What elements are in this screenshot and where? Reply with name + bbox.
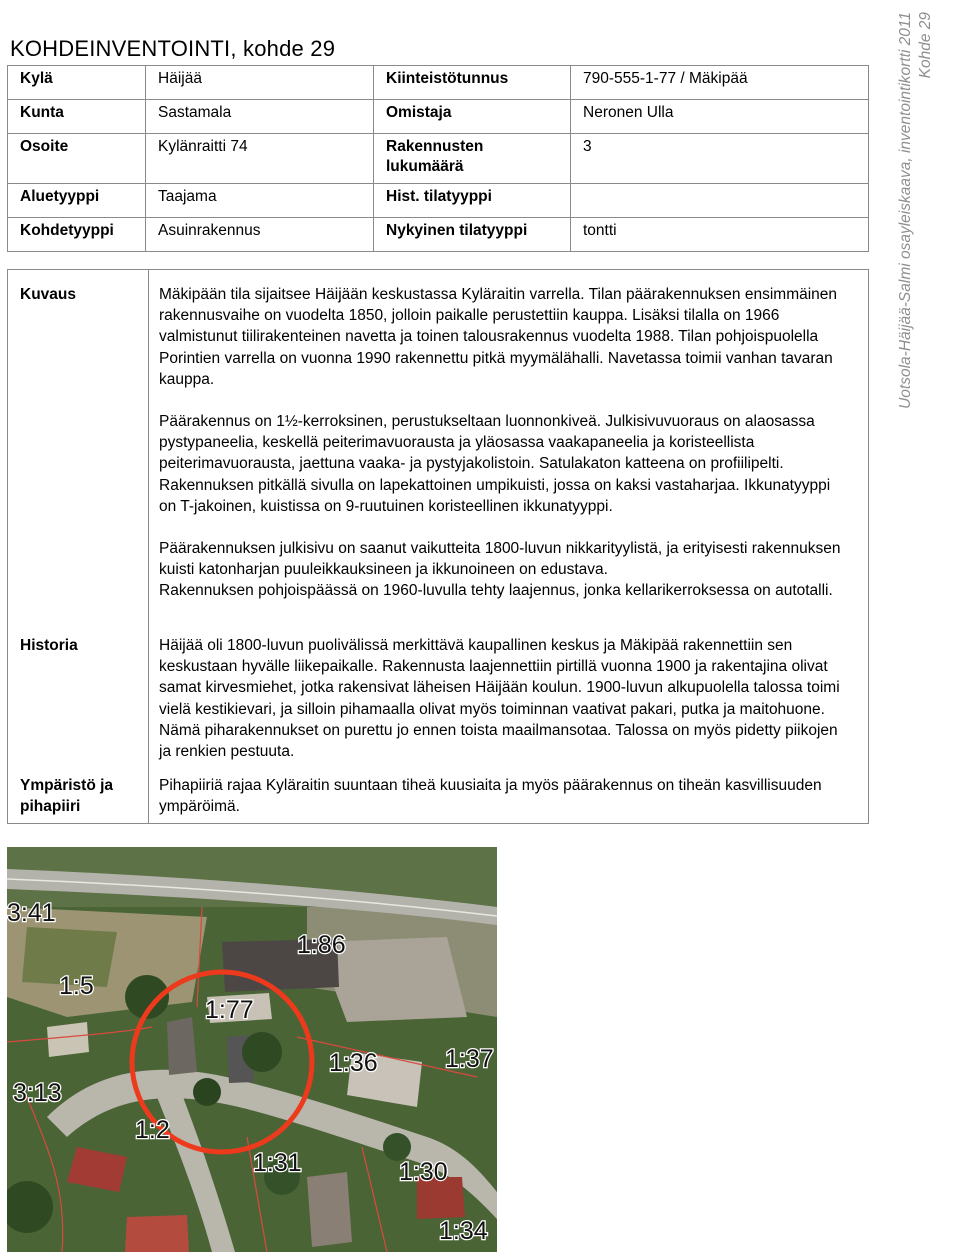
historia-text: Häijää oli 1800-luvun puolivälissä merkittävä kaupallinen keskus ja Mäkipää rakennettiin sen keskustaan hyvälle liikepaikalle. Rakennusta laajennettiin pirtillä vuonna 1900 ja rakentajina olivat samat kirvesmiehet, jotka rakensivat läheisen Häijään koulun. 1900-luvun alkupuolella talossa toimi vielä kestikievari, ja silloin pihamaalla olivat myös toiminnan vaativat pakari, putka ja maitohuone. Nämä piharakennukset on purettu jo ennen toista maailmansotaa. Talossa on myös pidetty piikojen ja renkien pestuuta. — [159, 637, 840, 761]
side-caption — [896, 12, 946, 552]
field-label-hist-tilatyyppi: Hist. tilatyyppi — [374, 184, 571, 218]
description-block — [7, 269, 869, 824]
field-value-kohdetyyppi: Asuinrakennus — [146, 218, 374, 252]
kuvaus-paragraph-4: Rakennuksen pohjoispäässä on 1960-luvulla tehty laajennus, jonka kellarikerroksessa on autotalli. — [159, 582, 833, 599]
field-label-omistaja: Omistaja — [374, 100, 571, 134]
kuvaus-label: Kuvaus — [20, 286, 76, 303]
side-caption-line-2: Kohde 29 — [917, 12, 934, 79]
ymparisto-text: Pihapiiriä rajaa Kyläraitin suuntaan tiheä kuusiaita ja myös päärakennus on tiheän kasvillisuuden ympäröimä. — [159, 777, 822, 816]
field-label-kunta: Kunta — [8, 100, 146, 134]
field-value-osoite: Kylänraitti 74 — [146, 134, 374, 184]
table-row — [8, 184, 869, 218]
aerial-map-image — [7, 847, 497, 1252]
kuvaus-paragraph-1: Mäkipään tila sijaitsee Häijään keskustassa Kyläraitin varrella. Tilan päärakennuksen ensimmäinen rakennusvaihe on vuodelta 1850, jolloin paikalle perustettiin kauppa. Lisäksi tilalla on 1966 valmistunut tiilirakenteinen navetta ja toinen talousrakennus vuodelta 1988. Tilan pohjoispuolella Porintien varrella on vuonna 1990 rakennettu pitkä myymälähalli. Navetassa toimii vanhan tavaran kauppa. — [159, 286, 838, 388]
table-row — [8, 134, 869, 184]
parcel-label: 1:34 — [439, 1217, 488, 1245]
parcel-label: 1:2 — [135, 1116, 170, 1144]
field-label-osoite: Osoite — [8, 134, 146, 184]
table-row — [8, 66, 869, 100]
field-label-kiinteistotunnus: Kiinteistötunnus — [374, 66, 571, 100]
field-label-kohdetyyppi: Kohdetyyppi — [8, 218, 146, 252]
ymparisto-label: Ympäristö ja pihapiiri — [20, 777, 114, 815]
field-label-kyla: Kylä — [8, 66, 146, 100]
parcel-label: 1:36 — [329, 1049, 378, 1077]
field-value-kunta: Sastamala — [146, 100, 374, 134]
field-label-nykyinen-tilatyyppi: Nykyinen tilatyyppi — [374, 218, 571, 252]
historia-label: Historia — [20, 637, 78, 654]
field-value-omistaja: Neronen Ulla — [571, 100, 869, 134]
parcel-label: 1:5 — [59, 972, 94, 1000]
page-title: KOHDEINVENTOINTI, kohde 29 — [10, 36, 336, 61]
property-info-table — [7, 65, 869, 252]
table-row — [8, 100, 869, 134]
field-label-rakennusten-lukumaara: Rakennusten lukumäärä — [374, 134, 571, 184]
field-value-rakennusten-lukumaara: 3 — [571, 134, 869, 184]
parcel-label: 1:31 — [253, 1149, 302, 1177]
field-value-nykyinen-tilatyyppi: tontti — [571, 218, 869, 252]
parcel-label: 1:37 — [445, 1045, 494, 1073]
parcel-label: 3:41 — [7, 899, 56, 927]
parcel-label: 3:13 — [13, 1079, 62, 1107]
table-row — [8, 218, 869, 252]
parcel-label: 1:86 — [297, 931, 346, 959]
side-caption-line-1: Uotsola-Häijää-Salmi osayleiskaava, inventointikortti 2011 — [897, 12, 914, 409]
field-value-kiinteistotunnus: 790-555-1-77 / Mäkipää — [571, 66, 869, 100]
field-value-hist-tilatyyppi — [571, 184, 869, 218]
kuvaus-paragraph-3: Päärakennuksen julkisivu on saanut vaikutteita 1800-luvun nikkarityylistä, ja erityisesti rakennuksen kuisti katonharjan puuleikkauksineen ja ikkunoineen on edustava. — [159, 540, 841, 579]
parcel-label: 1:30 — [399, 1158, 448, 1186]
field-label-aluetyyppi: Aluetyyppi — [8, 184, 146, 218]
field-value-aluetyyppi: Taajama — [146, 184, 374, 218]
kuvaus-paragraph-2: Päärakennus on 1½-kerroksinen, perustukseltaan luonnonkiveä. Julkisivuvuoraus on alaosassa pystypaneelia, keskellä peiterimavuorausta ja yläosassa vaakapaneelia ja koristeellista peiterimavuorausta, jaettuna vaaka- ja pystyjakolistoin. Satulakaton katteena on profiilipelti. Rakennuksen pitkällä sivulla on lapekattoinen umpikuisti, jossa on kaksi vastaharjaa. Ikkunatyyppi on T-jakoinen, kuistissa on 9-ruutuinen koristeellinen ikkunatyyppi. — [159, 413, 831, 515]
aerial-map — [7, 847, 497, 1252]
column-divider — [148, 270, 149, 823]
parcel-label: 1:77 — [205, 996, 254, 1024]
field-value-kyla: Häijää — [146, 66, 374, 100]
